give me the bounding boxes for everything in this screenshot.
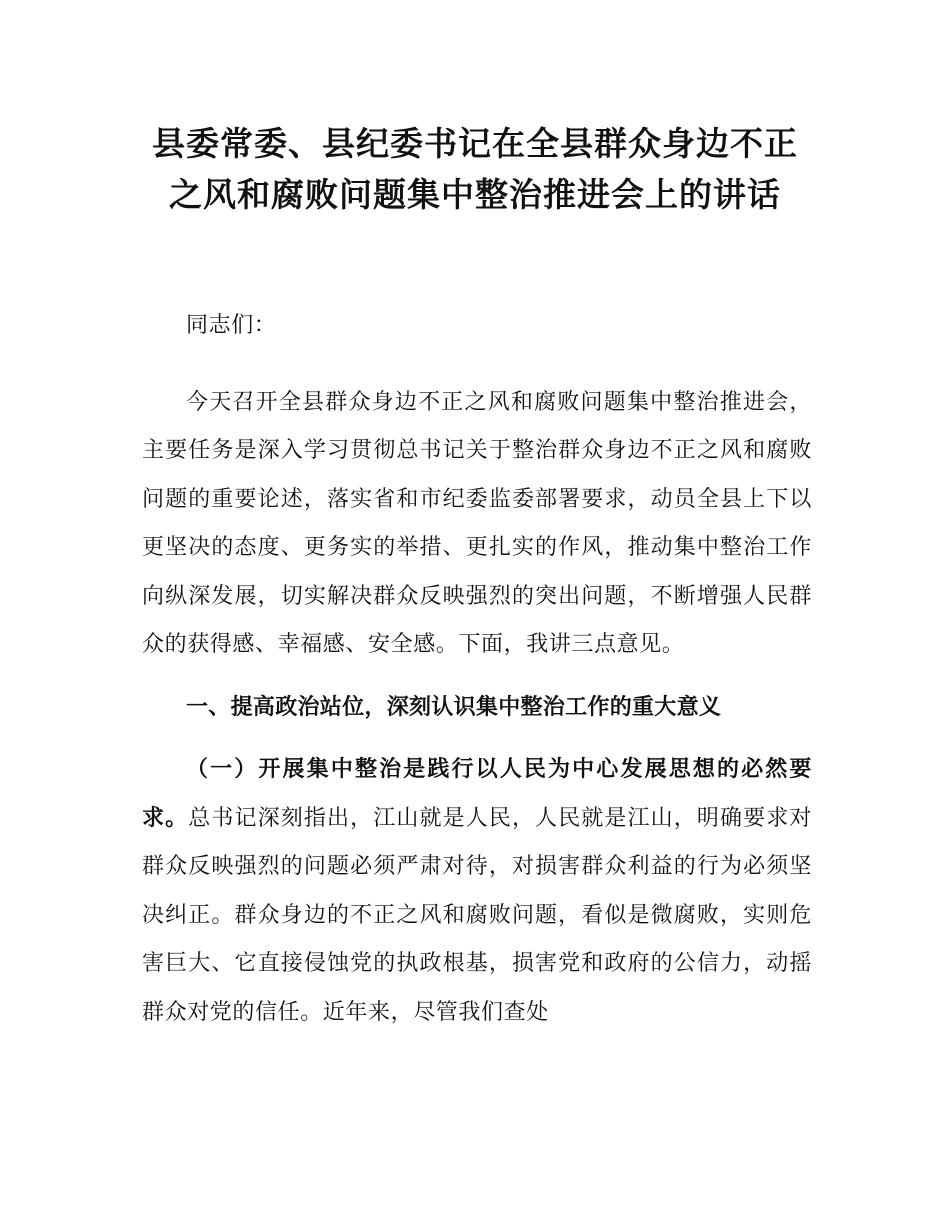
title-line-2: 之风和腐败问题集中整治推进会上的讲话 <box>169 175 781 214</box>
subsection-1-body: 总书记深刻指出，江山就是人民，人民就是江山，明确要求对群众反映强烈的问题必须严肃对待，对损害群众利益的行为必须坚决纠正。群众身边的不正之风和腐败问题，看似是微腐败，实则危害巨大、它直接侵蚀党的执政根基，损害党和政府的公信力，动摇群众对党的信任。近年来，尽管我们查处 <box>142 805 813 1025</box>
document-body <box>142 302 812 1037</box>
subsection-1-paragraph <box>142 746 812 1037</box>
intro-paragraph: 今天召开全县群众身边不正之风和腐败问题集中整治推进会，主要任务是深入学习贯彻总书记关于整治群众身边不正之风和腐败问题的重要论述，落实省和市纪委监委部署要求，动员全县上下以更坚决的态度、更务实的举措、更扎实的作风，推动集中整治工作向纵深发展，切实解决群众反映强烈的突出问题，不断增强人民群众的获得感、幸福感、安全感。下面，我讲三点意见。 <box>142 389 812 657</box>
subsection-1-heading: （一）开展集中整治是践行以人民为中心发展思想的必然要求。 <box>142 757 812 831</box>
section-1-heading: 一、提高政治站位，深刻认识集中整治工作的重大意义 <box>186 694 722 720</box>
document-title <box>100 118 850 220</box>
title-line-1: 县委常委、县纪委书记在全县群众身边不正 <box>152 124 798 163</box>
salutation: 同志们： <box>186 313 277 338</box>
